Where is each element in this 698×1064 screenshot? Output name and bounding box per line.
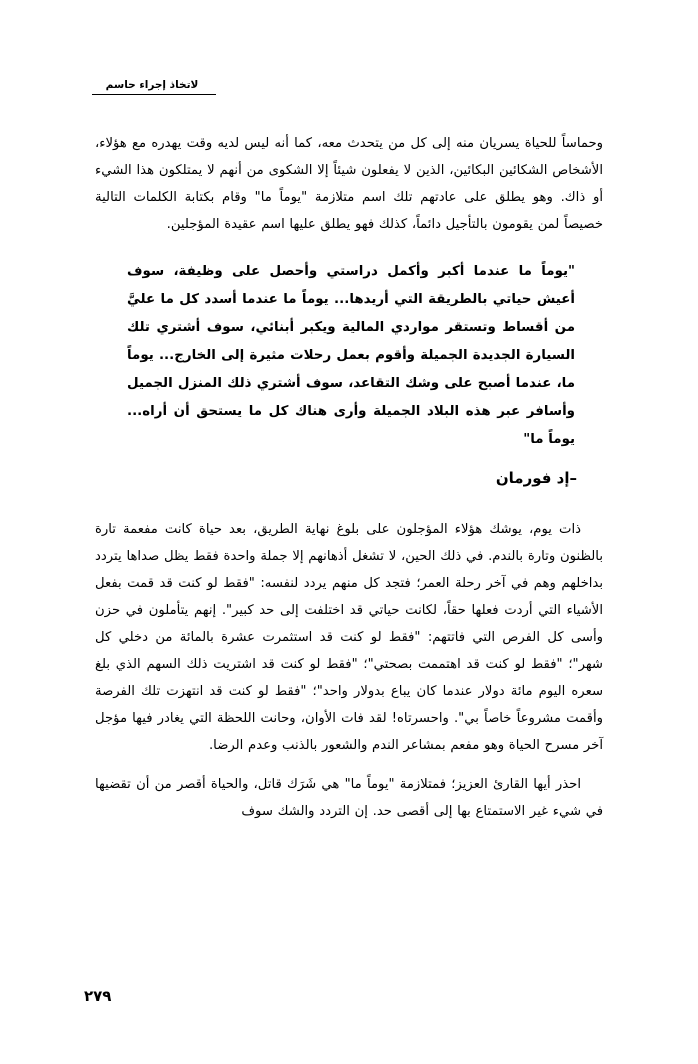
page-number: ٢٧٩ — [84, 987, 112, 1005]
spacer-before-attribution — [95, 454, 603, 466]
spacer-before-quote — [95, 238, 603, 258]
running-header-rule — [92, 94, 216, 95]
body-paragraph-1: وحماساً للحياة يسريان منه إلى كل من يتحدث معه، كما أنه ليس لديه وقت يهدره مع هؤلاء، الأشخاص الشكائين البكائين، الذين لا يفعلون شيئاً إلا الشكوى من أنهم لا يمتلكون هذا الشيء أو ذاك. وهو يطلق على عادتهم تلك اسم متلازمة "يوماً ما" وقام بكتابة الكلمات التالية خصيصاً لمن يقومون بالتأجيل دائماً، كذلك فهو يطلق عليها اسم عقيدة المؤجلين. — [95, 136, 603, 232]
quote-attribution — [95, 466, 603, 490]
quote-attribution-text: –إد فورمان — [495, 469, 577, 487]
running-header — [88, 78, 216, 95]
spacer-before-paragraph-3 — [95, 759, 603, 771]
body-paragraph-2: ذات يوم، يوشك هؤلاء المؤجلون على بلوغ نهاية الطريق، بعد حياة كانت مفعمة تارة بالظنون وتارة بالندم. في ذلك الحين، لا تشغل أذهانهم إلا جملة واحدة فقط يظل صداها يتردد بداخلهم وهم في آخر رحلة العمر؛ فتجد كل منهم يردد لنفسه: "فقط لو كنت قد قمت بفعل الأشياء التي أردت فعلها حقاً، لكانت حياتي قد اختلفت إلى حد كبير". إنهم يتأملون في حزن وأسى كل الفرص التي فاتتهم: "فقط لو كنت قد استثمرت عشرة بالمائة من دخلي كل شهر"؛ "فقط لو كنت قد اهتممت بصحتي"؛ "فقط لو كنت قد اشتريت ذلك السهم الذي بلغ سعره اليوم مائة دولار عندما كان يباع بدولار واحد"؛ "فقط لو كنت قد انتهزت تلك الفرصة وأقمت مشروعاً خاصاً بي". واحسرتاه! لقد فات الأوان، وحانت اللحظة التي يغادر فيها مؤجل آخر مسرح الحياة وهو مفعم بمشاعر الندم والشعور بالذنب وعدم الرضا. — [95, 522, 603, 753]
body-paragraph-3: احذر أيها القارئ العزيز؛ فمتلازمة "يوماً ما" هي شَرَك قاتل، والحياة أقصر من أن تقضيها في شيء غير الاستمتاع بها إلى أقصى حد. إن التردد والشك سوف — [95, 777, 603, 819]
text-column — [95, 130, 603, 825]
spacer-after-attribution — [95, 490, 603, 516]
pull-quote: "يوماً ما عندما أكبر وأكمل دراستي وأحصل على وظيفة، سوف أعيش حياتي بالطريقة التي أريدها... يوماً ما عندما أسدد كل ما عليَّ من أقساط وتستقر مواردي المالية ويكبر أبنائي، سوف أشتري تلك السيارة الجديدة الجميلة وأقوم بعمل رحلات مثيرة إلى الخارج... يوماً ما، عندما أصبح على وشك التقاعد، سوف أشتري ذلك المنزل الجميل وأسافر عبر هذه البلاد الجميلة وأرى هناك كل ما يستحق أن أراه... يوماً ما" — [127, 264, 575, 447]
running-header-title: لاتخاذ إجراء حاسم — [105, 79, 199, 91]
